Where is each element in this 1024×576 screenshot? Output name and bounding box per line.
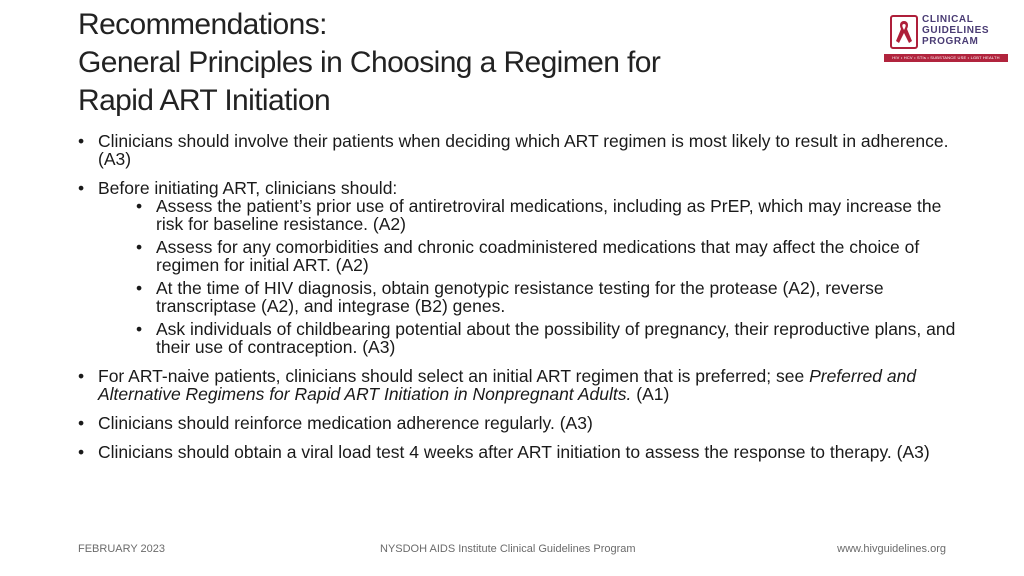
bullet-viral-load: • Clinicians should obtain a viral load test 4 weeks after ART initiation to assess the response to therapy. (A3) [78,443,958,461]
title-line-3: Rapid ART Initiation [78,84,331,117]
sub-bullet-comorbidities: • Assess for any comorbidities and chronic coadministered medications that may affect the choice of regimen for initial ART. (A2) [136,238,958,274]
sub-list [98,197,958,356]
footer-date: FEBRUARY 2023 [78,543,166,555]
logo-tagline-strip: HIV • HCV • STIs • SUBSTANCE USE • LGBT HEALTH [884,54,1008,62]
footer-url: www.hivguidelines.org [837,543,946,555]
program-logo [884,12,1010,64]
logo-text: CLINICAL GUIDELINES PROGRAM [922,14,990,47]
bullet-art-naive: • For ART-naive patients, clinicians should select an initial ART regimen that is preferred; see Preferred and Alternative Regimens for Rapid ART Initiation in Nonpregnant Adults. (A1) [78,367,958,403]
sub-bullet-prior-use: • Assess the patient’s prior use of antiretroviral medications, including as PrEP, which may increase the risk for baseline resistance. (A2) [136,197,958,233]
sub-bullet-resistance-testing: • At the time of HIV diagnosis, obtain genotypic resistance testing for the protease (A2), reverse transcriptase (A2), and integrase (B2) genes. [136,279,958,315]
bullet-adherence: • Clinicians should reinforce medication adherence regularly. (A3) [78,414,958,432]
sub-bullet-childbearing: • Ask individuals of childbearing potential about the possibility of pregnancy, their reproductive plans, and their use of contraception. (A3) [136,320,958,356]
bullet-before-initiating: • Before initiating ART, clinicians should: • Assess the patient’s prior use of antiretroviral medications, including as PrEP, which may increase the risk for baseline resistance. (A2) • Assess for any comorbidities and chronic coadministered medications that may affect the choice of regimen for initial ART. (A2) • At the time of HIV diagnosis, obtain genotypic resistance testing for the protease (A2), reverse transcriptase (A2), and integrase (B2) genes. • Ask individuals of childbearing potential about the possibility of pregnancy, their reproductive plans, and their use of contraception. (A3) [78,179,958,356]
title-line-1: Recommendations: [78,8,327,41]
bullet-involve-patients: • Clinicians should involve their patients when deciding which ART regimen is most likely to result in adherence. (A3) [78,132,958,168]
regimens-reference: Preferred and Alternative Regimens for Rapid ART Initiation in Nonpregnant Adults. [98,366,917,404]
page-title [78,6,838,120]
recommendations-list [78,132,958,472]
footer-program: NYSDOH AIDS Institute Clinical Guidelines Program [380,543,636,555]
title-line-2: General Principles in Choosing a Regimen for [78,46,661,79]
ribbon-icon [890,15,918,49]
